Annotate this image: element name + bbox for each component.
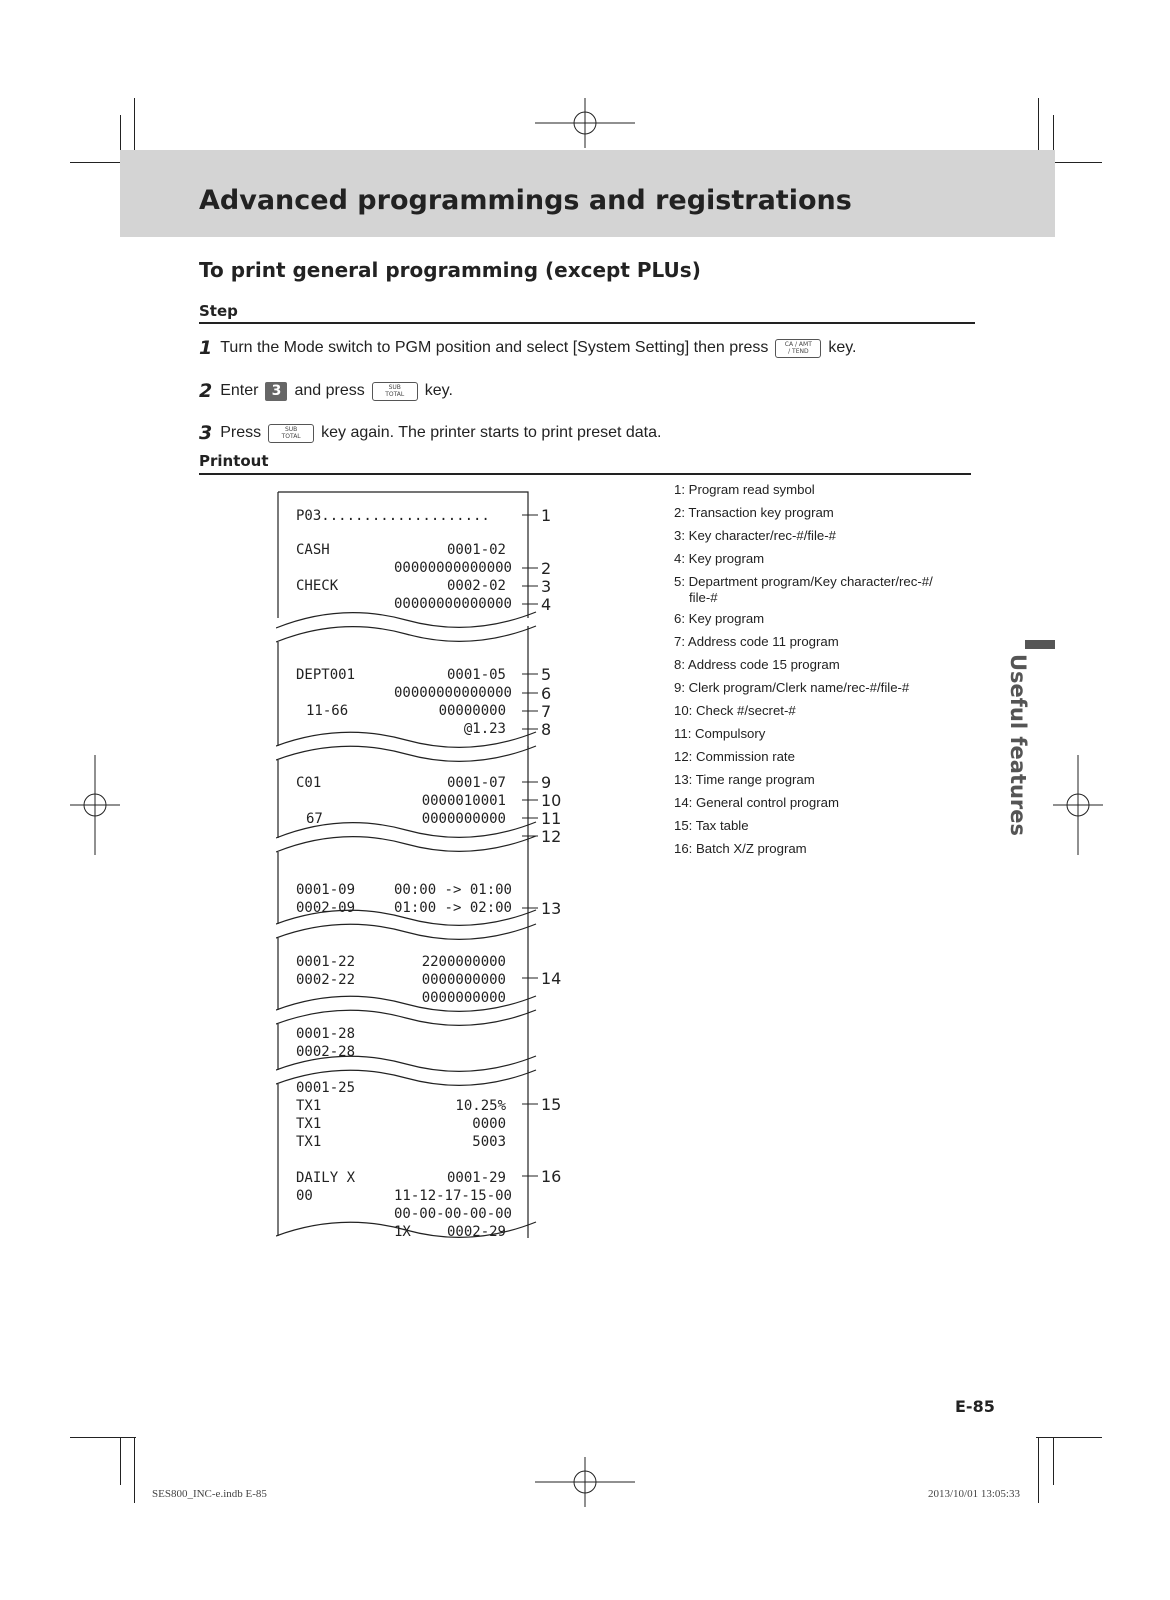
printout-heading: Printout [199, 452, 269, 470]
receipt-line: 0001-07 [446, 775, 506, 791]
legend-item: 13: Time range program [674, 772, 815, 787]
callout-number: 14 [541, 969, 562, 988]
legend-item: 12: Commission rate [674, 749, 795, 764]
receipt-line: 0001-29 [446, 1170, 506, 1186]
step-number: 1 [199, 337, 213, 359]
receipt-line: 00000000000000 [393, 685, 512, 701]
callout-number: 9 [541, 773, 552, 792]
receipt-line: 5003 [472, 1134, 506, 1150]
receipt-line: 0002-28 [296, 1044, 356, 1060]
receipt-line: DAILY X [296, 1170, 356, 1186]
registration-mark [535, 1457, 635, 1507]
section-title: To print general programming (except PLUs) [199, 258, 701, 282]
crop-mark [134, 1437, 135, 1503]
page-title: Advanced programmings and registrations [199, 185, 852, 216]
step-text: key. [828, 339, 857, 356]
callout-number: 3 [541, 577, 552, 596]
step-text: Turn the Mode switch to PGM position and select [System Setting] then press [220, 339, 769, 356]
receipt-line: 00000000 [438, 703, 506, 719]
crop-mark [70, 1437, 136, 1438]
step-3 [199, 422, 661, 444]
legend-item: 14: General control program [674, 795, 839, 810]
receipt-line: 10.25% [455, 1098, 506, 1114]
legend-item: 6: Key program [674, 611, 765, 626]
legend-item: 2: Transaction key program [674, 505, 834, 520]
receipt-line: P03.................... [296, 508, 490, 524]
printout-rule [199, 473, 971, 475]
legend-item-continuation: file-# [689, 590, 718, 605]
receipt-line: 00 [296, 1188, 313, 1204]
legend-item: 7: Address code 11 program [674, 634, 839, 649]
callout-number: 7 [541, 702, 552, 721]
receipt-line: CHECK [296, 578, 339, 594]
receipt-line: 0001-09 [296, 882, 356, 898]
footer-timestamp: 2013/10/01 13:05:33 [928, 1488, 1020, 1500]
receipt-line: 01:00 -> 02:00 [393, 900, 512, 916]
receipt-line: 00000000000000 [393, 596, 512, 612]
receipt-line: 0001-05 [446, 667, 506, 683]
step-heading: Step [199, 302, 238, 320]
legend-item: 11: Compulsory [674, 726, 766, 741]
receipt-line: TX1 [296, 1134, 322, 1150]
registration-mark [535, 98, 635, 148]
crop-mark [120, 1437, 121, 1485]
receipt-line: 00:00 -> 01:00 [393, 882, 512, 898]
receipt-line: 2200000000 [421, 954, 506, 970]
legend-item: 1: Program read symbol [674, 482, 815, 497]
legend-item: 3: Key character/rec-#/file-# [674, 528, 836, 543]
receipt-line: 0001-02 [446, 542, 506, 558]
step-text: and press [294, 382, 365, 399]
receipt-line: 0000000000 [421, 811, 506, 827]
side-tab [1000, 654, 1030, 837]
receipt-line: DEPT001 [296, 667, 356, 683]
callout-number: 16 [541, 1167, 562, 1186]
step-number: 3 [199, 422, 213, 444]
receipt-line: @1.23 [463, 721, 506, 737]
callout-number: 13 [541, 899, 562, 918]
receipt-printout [276, 490, 576, 1280]
receipt-line: 67 [306, 811, 323, 827]
step-text: key. [424, 382, 453, 399]
receipt-line: 00-00-00-00-00 [393, 1206, 512, 1222]
receipt-line: 1X [394, 1224, 411, 1240]
registration-mark [70, 755, 120, 855]
receipt-line: 0002-02 [446, 578, 506, 594]
callout-number: 4 [541, 595, 552, 614]
receipt-line: 0001-25 [296, 1080, 356, 1096]
receipt-line: 0000 [472, 1116, 506, 1132]
footer-file-info: SES800_INC-e.indb E-85 [152, 1488, 267, 1500]
legend-item: 15: Tax table [674, 818, 749, 833]
receipt-line: TX1 [296, 1098, 322, 1114]
receipt-line: TX1 [296, 1116, 322, 1132]
legend-item: 10: Check #/secret-# [674, 703, 796, 718]
legend-item [674, 574, 974, 611]
receipt-line: 00000000000000 [393, 560, 512, 576]
receipt-line: 0002-22 [296, 972, 356, 988]
side-tab-marker [1025, 640, 1055, 649]
receipt-line: 11-66 [306, 703, 349, 719]
receipt-line: CASH [296, 542, 330, 558]
legend-item-text: 5: Department program/Key character/rec-#/ [674, 574, 933, 589]
step-text: Press [220, 424, 262, 441]
receipt-line: 0001-28 [296, 1026, 356, 1042]
callout-number: 15 [541, 1095, 562, 1114]
legend-item: 9: Clerk program/Clerk name/rec-#/file-# [674, 680, 910, 695]
callout-number: 2 [541, 559, 552, 578]
receipt-line: 0000010001 [421, 793, 506, 809]
receipt-line: 0001-22 [296, 954, 356, 970]
receipt-line: 0002-29 [446, 1224, 506, 1240]
callout-number: 11 [541, 809, 562, 828]
callout-number: 12 [541, 827, 562, 846]
legend-item: 4: Key program [674, 551, 765, 566]
legend-item: 8: Address code 15 program [674, 657, 840, 672]
callout-legend [674, 482, 974, 864]
step-rule [199, 322, 975, 324]
ca-amt-tend-key-icon: CA / AMT / TEND [775, 339, 821, 358]
callout-number: 8 [541, 720, 552, 739]
step-text: Enter [220, 382, 259, 399]
number-key-icon: 3 [265, 382, 287, 401]
receipt-line: 0000000000 [421, 972, 506, 988]
legend-item: 16: Batch X/Z program [674, 841, 807, 856]
registration-mark [1053, 755, 1103, 855]
subtotal-key-icon: SUB TOTAL [372, 382, 418, 401]
crop-mark [1038, 1437, 1039, 1503]
receipt-line: 11-12-17-15-00 [393, 1188, 512, 1204]
step-text: key again. The printer starts to print preset data. [321, 424, 662, 441]
step-number: 2 [199, 380, 213, 402]
receipt-line: 0002-09 [296, 900, 356, 916]
side-tab-label: Useful features [1006, 654, 1030, 837]
page-number: E-85 [955, 1397, 995, 1416]
callout-number: 5 [541, 665, 552, 684]
step-2 [199, 380, 453, 402]
receipt-line: C01 [296, 775, 322, 791]
subtotal-key-icon: SUB TOTAL [268, 424, 314, 443]
receipt-line: 0000000000 [421, 990, 506, 1006]
step-1 [199, 337, 857, 359]
callout-number: 10 [541, 791, 562, 810]
crop-mark [1053, 1437, 1054, 1485]
callout-number: 6 [541, 684, 552, 703]
callout-number: 1 [541, 506, 552, 525]
crop-mark [1036, 1437, 1102, 1438]
